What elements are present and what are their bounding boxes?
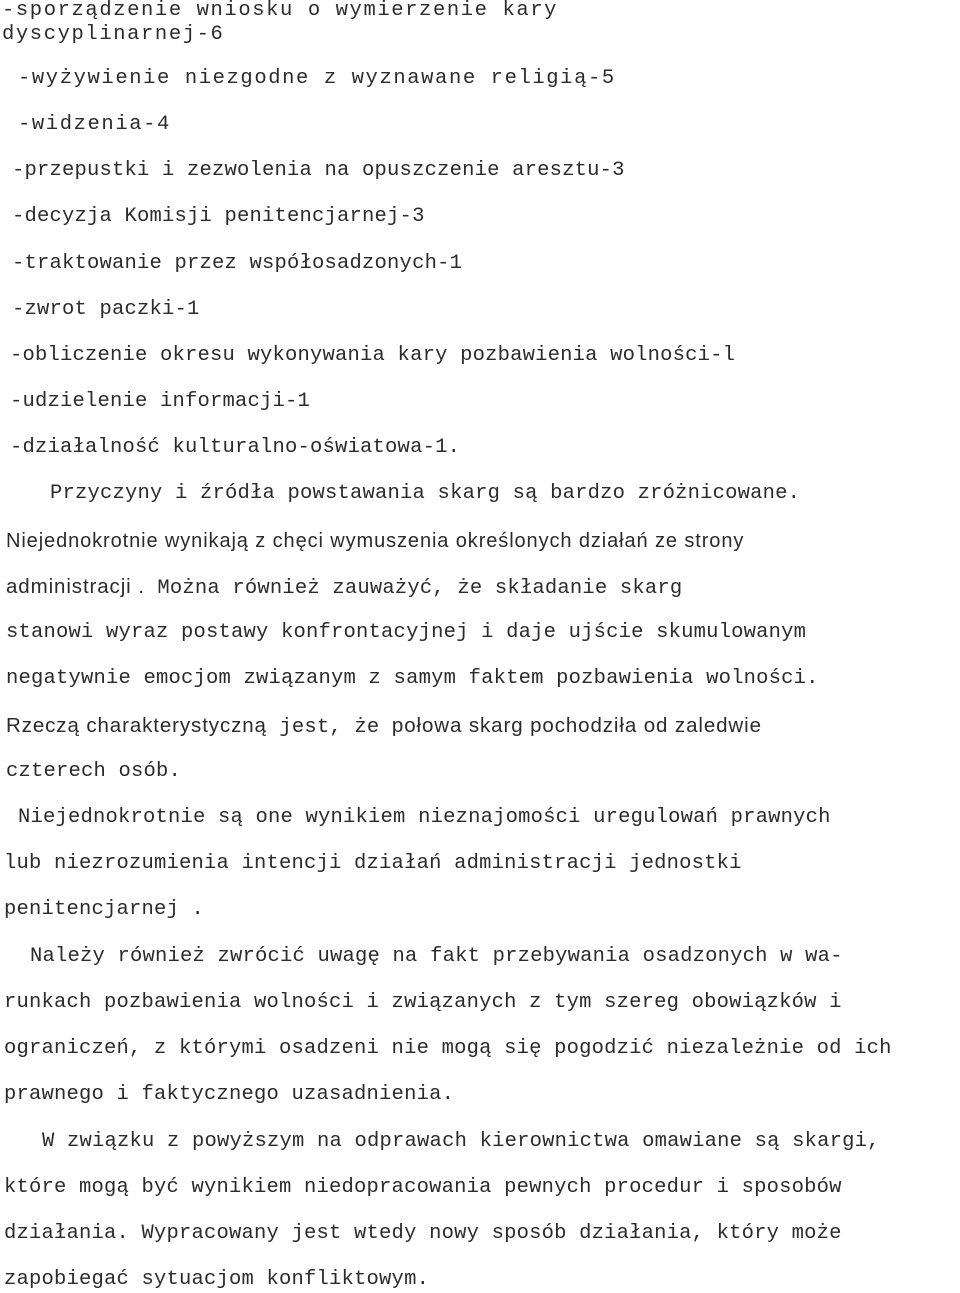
list-item-continuation: dyscyplinarnej-6	[2, 23, 225, 46]
paragraph-line: runkach pozbawienia wolności i związanych z tym szereg obowiązków i	[4, 991, 842, 1014]
paragraph-line: Niejednokrotnie są one wynikiem nieznajomości uregulowań prawnych	[18, 806, 831, 829]
paragraph-line	[6, 574, 682, 602]
paragraph-line: działania. Wypracowany jest wtedy nowy sposób działania, który może	[4, 1222, 842, 1245]
list-item: -obliczenie okresu wykonywania kary pozbawienia wolności-l	[10, 344, 736, 367]
list-item: -zwrot paczki-1	[12, 298, 200, 321]
list-item: -działalność kulturalno-oświatowa-1.	[10, 436, 461, 459]
paragraph-line: lub niezrozumienia intencji działań administracji jednostki	[4, 852, 742, 875]
paragraph-line: które mogą być wynikiem niedopracowania pewnych procedur i sposobów	[4, 1176, 842, 1199]
list-item: -decyzja Komisji penitencjarnej-3	[12, 205, 425, 228]
list-item: -sporządzenie wniosku o wymierzenie kary	[2, 0, 559, 22]
text-run: Można również zauważyć, że składanie skarg	[157, 577, 683, 600]
list-item: -widzenia-4	[18, 113, 171, 136]
list-item: -traktowanie przez współosadzonych-1	[12, 252, 463, 275]
paragraph-line: Należy również zwrócić uwagę na fakt przebywania osadzonych w wa-	[30, 945, 843, 968]
paragraph-line: Niejednokrotnie wynikają z chęci wymuszenia określonych działań ze strony	[6, 530, 745, 552]
paragraph-line: Przyczyny i źródła powstawania skarg są bardzo zróżnicowane.	[50, 482, 801, 505]
paragraph-line: W związku z powyższym na odprawach kierownictwa omawiane są skargi,	[42, 1130, 880, 1153]
paragraph-line: ograniczeń, z którymi osadzeni nie mogą się pogodzić niezależnie od ich	[4, 1037, 892, 1060]
list-item: -udzielenie informacji-1	[10, 390, 311, 413]
text-run: administracji .	[6, 575, 145, 598]
paragraph-line: czterech osób.	[6, 760, 182, 783]
paragraph-line: prawnego i faktycznego uzasadnienia.	[4, 1083, 455, 1106]
list-item: -wyżywienie niezgodne z wyznawane religią-5	[18, 67, 616, 90]
text-run: Rzeczą charakterystyczną	[6, 714, 267, 737]
paragraph-line: negatywnie emocjom związanym z samym faktem pozbawienia wolności.	[6, 667, 819, 690]
paragraph-line: stanowi wyraz postawy konfrontacyjnej i daje ujście skumulowanym	[6, 621, 807, 644]
text-run: jest, że	[279, 716, 380, 739]
list-item: -przepustki i zezwolenia na opuszczenie aresztu-3	[12, 159, 625, 182]
text-run: połowa skarg pochodziła od zaledwie	[391, 714, 762, 737]
paragraph-line: penitencjarnej .	[4, 898, 205, 921]
paragraph-line: zapobiegać sytuacjom konfliktowym.	[4, 1268, 430, 1291]
paragraph-line	[6, 713, 762, 741]
